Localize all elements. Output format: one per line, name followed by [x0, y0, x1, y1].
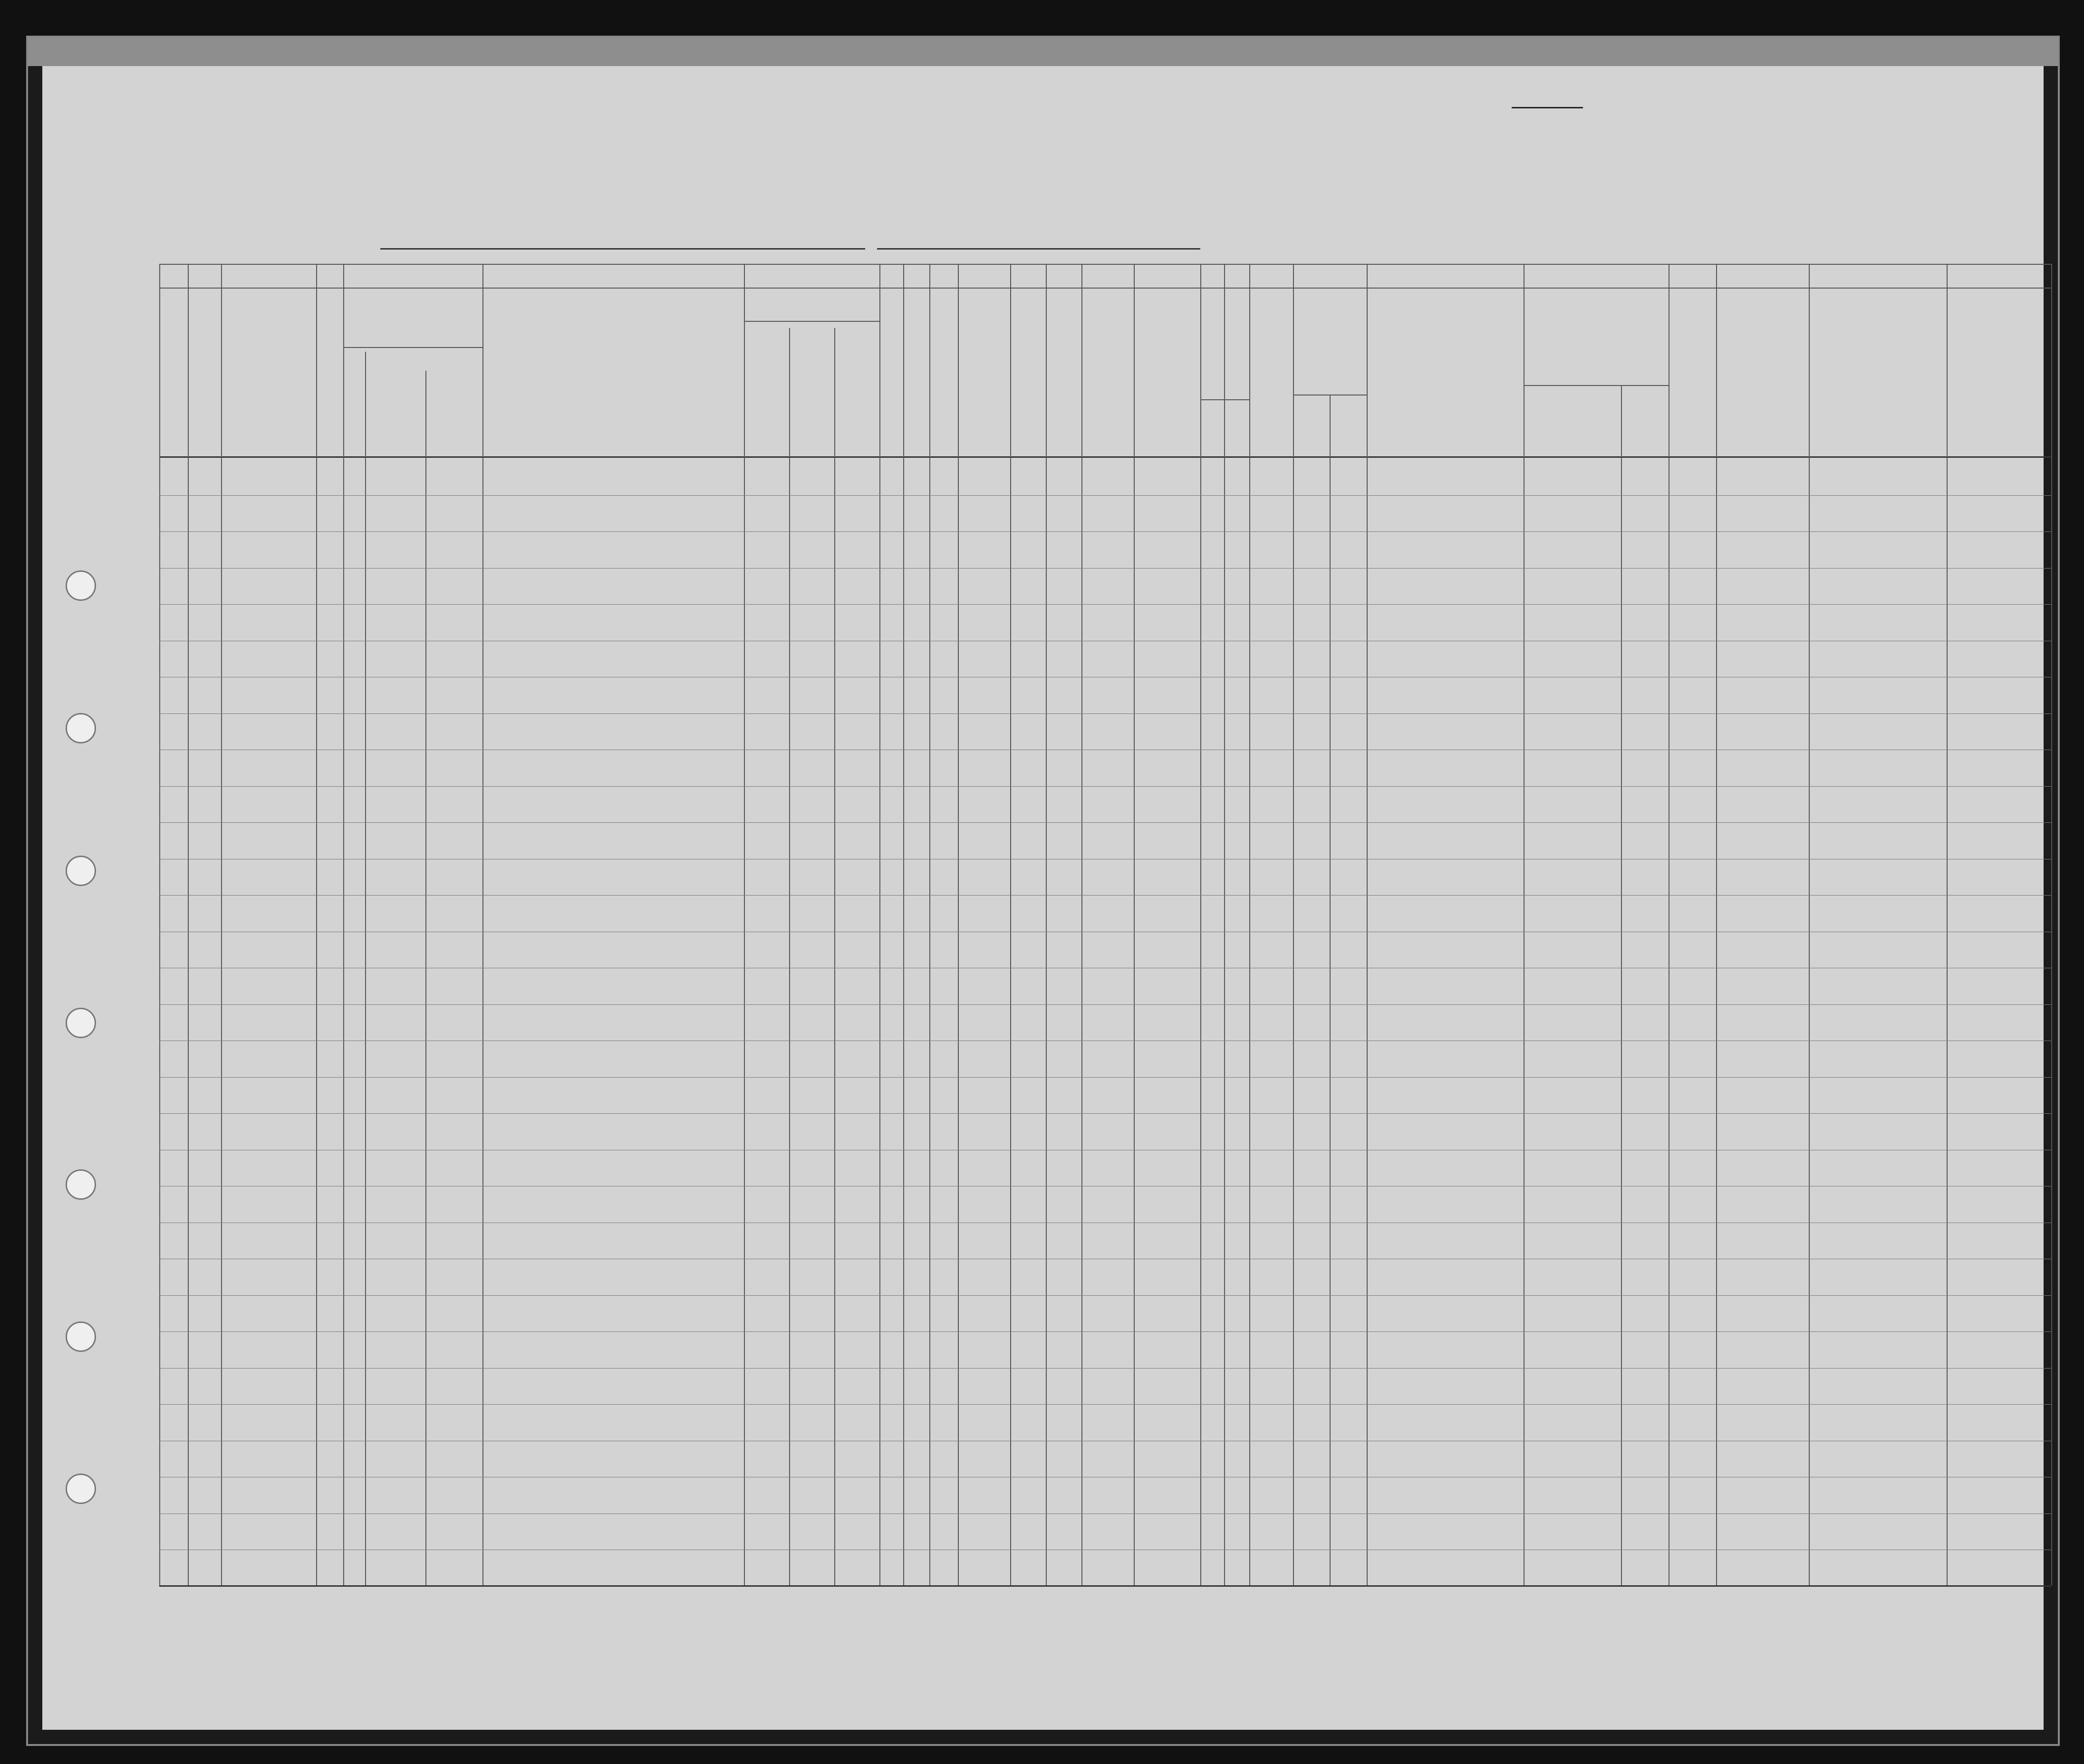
column-subrule: [1330, 395, 1331, 1585]
row-rule: [159, 1113, 2051, 1114]
row-rule: [159, 1331, 2051, 1332]
row-rule: [159, 495, 2051, 496]
binder-hole: [66, 713, 96, 743]
column-rule: [879, 264, 880, 1585]
binder-hole: [66, 570, 96, 601]
column-rule: [1293, 264, 1294, 1585]
column-subrule: [425, 371, 426, 1585]
row-rule: [159, 822, 2051, 823]
row-rule: [159, 1404, 2051, 1405]
table-rule: [159, 456, 2051, 458]
manifest-sheet: [26, 36, 2060, 1746]
table-rule: [159, 264, 2051, 265]
header-sub-rule: [1524, 385, 1669, 386]
column-rule: [958, 264, 959, 1585]
header-sub-rule: [744, 321, 879, 322]
fill-line: [877, 248, 1200, 250]
fill-line: [380, 248, 865, 250]
binder-hole: [66, 856, 96, 886]
binder-hole: [66, 1474, 96, 1504]
column-rule: [1010, 264, 1011, 1585]
column-rule: [929, 264, 930, 1585]
column-rule: [343, 264, 344, 1585]
row-rule: [159, 604, 2051, 605]
table-rule: [159, 1585, 2051, 1587]
column-rule: [482, 264, 483, 1585]
column-rule: [1947, 264, 1948, 1585]
column-rule: [1134, 264, 1135, 1585]
row-rule: [159, 568, 2051, 569]
row-rule: [159, 786, 2051, 787]
column-rule: [1081, 264, 1082, 1585]
column-rule: [221, 264, 222, 1585]
column-rule: [1046, 264, 1047, 1585]
column-rule: [316, 264, 317, 1585]
column-rule: [903, 264, 904, 1585]
column-rule: [1249, 264, 1250, 1585]
binder-hole: [66, 1321, 96, 1352]
row-rule: [159, 1368, 2051, 1369]
row-rule: [159, 1295, 2051, 1296]
binder-hole: [66, 1008, 96, 1038]
column-subrule: [789, 328, 790, 1585]
binder-hole: [66, 1169, 96, 1200]
row-rule: [159, 531, 2051, 532]
column-rule: [1367, 264, 1368, 1585]
row-rule: [159, 895, 2051, 896]
row-rule: [159, 1077, 2051, 1078]
column-rule: [1200, 264, 1201, 1585]
column-rule: [744, 264, 745, 1585]
column-subrule: [365, 352, 366, 1585]
column-subrule: [1621, 385, 1622, 1585]
row-rule: [159, 1004, 2051, 1005]
column-rule: [2051, 264, 2052, 1585]
list-underline: [1512, 107, 1583, 108]
table-rule: [159, 288, 2051, 289]
row-rule: [159, 713, 2051, 714]
column-rule: [1716, 264, 1717, 1585]
column-rule: [1809, 264, 1810, 1585]
column-subrule: [1224, 399, 1225, 1585]
header-sub-rule: [343, 347, 482, 348]
row-rule: [159, 1513, 2051, 1514]
column-subrule: [834, 328, 835, 1585]
column-rule: [188, 264, 189, 1585]
column-rule: [159, 264, 160, 1585]
